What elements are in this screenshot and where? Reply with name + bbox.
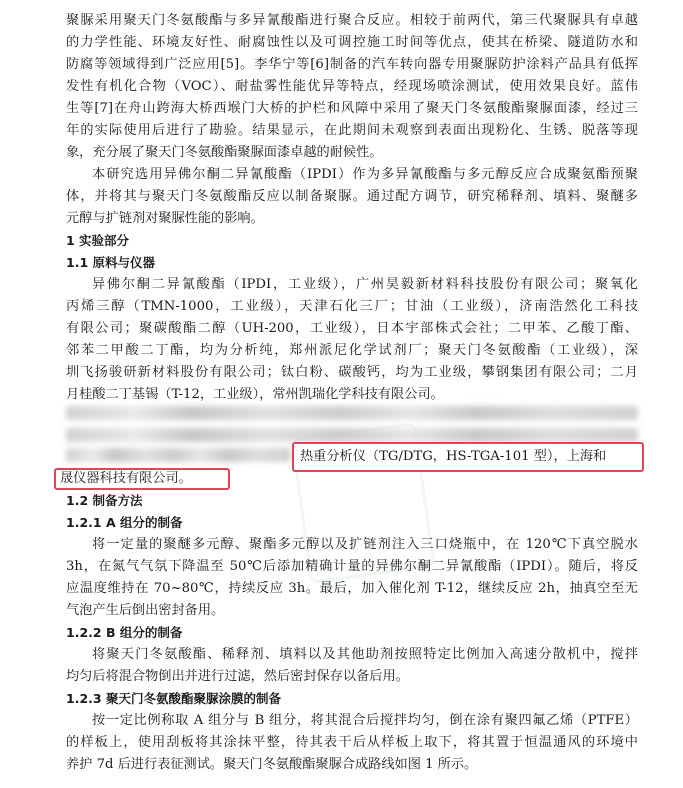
- paragraph-line: 的样板上，使用刮板将其涂抹平整，待其表干后从样板上取下，将其置于恒温通风的环境中: [66, 735, 638, 750]
- paragraph-line: 将一定量的聚醚多元醇、聚酯多元醇以及扩链剂注入三口烧瓶中，在 120℃下真空脱水: [92, 537, 638, 552]
- paragraph-line: 应温度维持在 70~80℃，持续反应 3h。最后，加入催化剂 T-12，继续反应 2h，抽真空至无: [66, 581, 638, 596]
- paragraph-line: 均匀后将混合物倒出并进行过滤，然后密封保存以备后用。: [66, 669, 409, 684]
- paragraph-line: 3h，在氮气气氛下降温至 50℃后添加精确计量的异佛尔酮二异氰酸酯（IPDI）。随后，将反: [66, 559, 638, 574]
- paragraph-line: 养护 7d 后进行表征测试。聚天门冬氨酸酯聚脲合成路线如图 1 所示。: [66, 757, 478, 772]
- highlighted-text-box: 晟仪器科技有限公司。: [54, 468, 230, 490]
- paragraph-line: 年的实际使用后进行了勘验。结果显示，在此期间未观察到表面出现粉化、生锈、脱落等现: [66, 123, 638, 138]
- paragraph-line: 体，并将其与聚天门冬氨酸酯反应以制备聚脲。通过配方调节，研究稀释剂、填料、聚醚多: [66, 189, 638, 204]
- highlighted-text-box: 热重分析仪（TG/DTG，HS-TGA-101 型），上海和: [292, 442, 644, 472]
- paragraph-line: 有限公司；聚碳酸酯二醇（UH-200，工业级），日本宇部株式会社；二甲苯、乙酸丁酯、: [66, 321, 638, 336]
- subsection-heading: 1.2 制备方法: [66, 493, 143, 508]
- paragraph-line: 聚脲采用聚天门冬氨酸酯与多异氰酸酯进行聚合反应。相较于前两代，第三代聚脲具有卓越: [66, 13, 638, 28]
- redacted-line: [66, 406, 638, 420]
- paragraph-line: 发性有机化合物（VOC）、耐盐雾性能优异等特点，经现场喷涂测试，使用效果良好。蓝伟: [66, 79, 638, 94]
- paragraph-line: 圳飞扬骏研新材料股份有限公司；钛白粉、碳酸钙，均为工业级，攀钢集团有限公司；二月: [66, 365, 638, 380]
- paragraph-line: 元醇与扩链剂对聚脲性能的影响。: [66, 211, 264, 226]
- paragraph-line: 本研究选用异佛尔酮二异氰酸酯（IPDI）作为多异氰酸酯与多元醇反应合成聚氨酯预聚: [92, 167, 638, 182]
- paragraph-line: 月桂酸二丁基锡（T-12，工业级），常州凯瑞化学科技有限公司。: [66, 387, 444, 402]
- redacted-line: [66, 428, 638, 442]
- paragraph-line: 丙烯三醇（TMN-1000，工业级），天津石化三厂；甘油（工业级），济南浩然化工科技: [66, 299, 638, 314]
- paragraph-line: 的力学性能、环境友好性、耐腐蚀性以及可调控施工时间等优点，使其在桥梁、隧道防水和: [66, 35, 638, 50]
- subsubsection-heading: 1.2.2 B 组分的制备: [66, 625, 183, 640]
- paragraph-line: 象，充分展了聚天门冬氨酸酯聚脲面漆卓越的耐候性。: [66, 145, 383, 160]
- subsection-heading: 1.1 原料与仪器: [66, 255, 155, 270]
- paragraph-line: 将聚天门冬氨酸酯、稀释剂、填料以及其他助剂按照特定比例加入高速分散机中，搅拌: [92, 647, 638, 662]
- paragraph-line: 气泡产生后倒出密封备用。: [66, 603, 225, 618]
- redacted-line: [66, 448, 291, 462]
- paragraph-line: 防腐等领域得到广泛应用[5]。李华宁等[6]制备的汽车转向器专用聚脲防护涂料产品具有低挥: [66, 57, 638, 72]
- subsubsection-heading: 1.2.1 A 组分的制备: [66, 515, 183, 530]
- paragraph-line: 按一定比例称取 A 组分与 B 组分，将其混合后搅拌均匀，倒在涂有聚四氟乙烯（PTFE）: [92, 713, 638, 728]
- subsubsection-heading: 1.2.3 聚天门冬氨酸酯聚脲涂膜的制备: [66, 691, 281, 706]
- paragraph-line: 异佛尔酮二异氰酸酯（IPDI，工业级），广州昊毅新材料科技股份有限公司；聚氧化: [92, 277, 638, 292]
- paragraph-line: 邻苯二甲酸二丁酯，均为分析纯，郑州派尼化学试剂厂；聚天门冬氨酸酯（工业级），深: [66, 343, 638, 358]
- section-heading: 1 实验部分: [66, 233, 130, 248]
- paragraph-line: 生等[7]在舟山跨海大桥西堠门大桥的护栏和风障中采用了聚天门冬氨酸酯聚脲面漆，经过三: [66, 101, 638, 116]
